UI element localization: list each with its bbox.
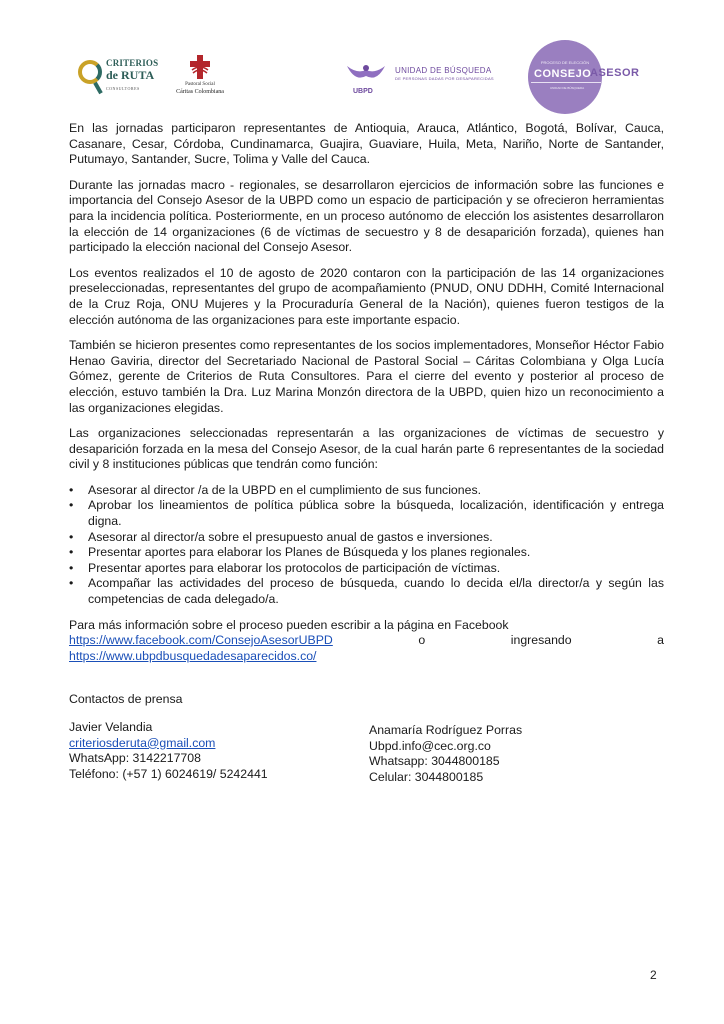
contact-left-name: Javier Velandia [69, 720, 153, 734]
caritas-cross-icon [188, 54, 212, 80]
more-info-connector-a: a [657, 633, 664, 648]
page-header [0, 40, 724, 110]
list-item [69, 530, 664, 546]
list-item-text: Asesorar al director/a sobre el presupuesto anual de gastos e inversiones. [88, 529, 493, 544]
contact-left-phone: Teléfono: (+57 1) 6024619/ 5242441 [69, 766, 268, 781]
list-item-text: Acompañar las actividades del proceso de búsqueda, cuando lo decida el/la director/a y según las competencias de cada delegado/a. [88, 576, 664, 607]
criterios-logo-line3: CONSULTORES [106, 86, 140, 91]
more-info-intro: Para más información sobre el proceso pueden escribir a la página en Facebook [69, 617, 509, 632]
list-item [69, 483, 664, 499]
contact-left [69, 720, 359, 782]
ubpd-hands-icon [345, 62, 387, 88]
list-item-text: Asesorar al director /a de la UBPD en el cumplimiento de sus funciones. [88, 482, 482, 497]
contact-right-phone: Celular: 3044800185 [369, 769, 484, 784]
consejo-logo-word: CONSEJO [534, 68, 592, 80]
functions-list [69, 483, 664, 608]
bullet-icon: • [69, 498, 74, 513]
caritas-logo-line1: Pastoral Social [185, 82, 215, 87]
ubpd-logo-acronym: UBPD [353, 88, 373, 95]
bullet-icon: • [69, 482, 74, 497]
caritas-colombiana-logo [170, 54, 230, 104]
list-item-text: Presentar aportes para elaborar los protocolos de participación de víctimas. [88, 560, 501, 575]
criterios-ring-tail-icon [93, 82, 102, 94]
website-link-row [69, 649, 664, 665]
contact-right [369, 723, 664, 785]
facebook-link[interactable]: https://www.facebook.com/ConsejoAsesorUBPD [69, 633, 333, 648]
ubpd-logo-subtitle: DE PERSONAS DADAS POR DESAPARECIDAS [395, 76, 494, 81]
list-item [69, 498, 664, 529]
paragraph-selected-organizations: Las organizaciones seleccionadas representarán a las organizaciones de víctimas de secuestro y desaparición forzada en la mesa del Consejo Asesor, de la cual harán parte 6 representantes de la sociedad civil y 8 instituciones públicas que tendrán como función: [69, 426, 664, 472]
contact-right-email: Ubpd.info@cec.org.co [369, 738, 491, 753]
contact-left-email-link[interactable]: criteriosderuta@gmail.com [69, 735, 216, 750]
consejo-logo-bottom-text: UNIDAD DE BÚSQUEDA [550, 86, 585, 90]
press-contacts-title: Contactos de prensa [69, 692, 183, 707]
bullet-icon: • [69, 545, 74, 560]
paragraph-events: Los eventos realizados el 10 de agosto de 2020 contaron con la participación de las 14 organizaciones preseleccionadas, representantes del grupo de acompañamiento (PNUD, ONU DDHH, Comité Internacional de la Cruz Roja, ONU Mujeres y la Procuraduría General de la Nación), quienes fueron testigos de la elección autónoma de las organizaciones para este importante espacio. [69, 265, 664, 327]
list-item [69, 561, 664, 577]
press-contacts [69, 720, 664, 790]
more-info-links-row [69, 633, 664, 649]
consejo-logo-top-text: PROCESO DE ELECCIÓN [540, 60, 590, 65]
criterios-logo-line1: CRITERIOS [106, 58, 159, 68]
asesor-logo-word: ASESOR [590, 67, 640, 79]
list-item-text: Presentar aportes para elaborar los Planes de Búsqueda y los planes regionales. [88, 545, 531, 560]
contact-right-name: Anamaría Rodríguez Porras [369, 723, 523, 737]
document-body [69, 121, 664, 790]
contact-right-whatsapp: Whatsapp: 3044800185 [369, 754, 500, 769]
more-info-connector-o: o [418, 633, 426, 648]
bullet-icon: • [69, 576, 74, 591]
paragraph-macro-regional: Durante las jornadas macro - regionales, se desarrollaron ejercicios de información sobre las funciones e importancia del Consejo Asesor de la UBPD como un espacio de participación y se ofrecieron herramientas para la incidencia política. Posteriormente, en un proceso autónomo de elección los asistentes desarrollaron la elección de 14 organizaciones (6 de víctimas de secuestro y 8 de desaparición forzada), quienes han participado la elección nacional del Consejo Asesor. [69, 177, 664, 255]
criterios-logo-line2: de RUTA [106, 68, 155, 82]
consejo-logo-divider [531, 82, 601, 83]
caritas-logo-line2: Cáritas Colombiana [176, 89, 224, 95]
bullet-icon: • [69, 560, 74, 575]
ubpd-logo [345, 62, 520, 102]
more-info-paragraph [69, 618, 664, 634]
paragraph-regions: En las jornadas participaron representantes de Antioquia, Arauca, Atlántico, Bogotá, Bolívar, Cauca, Casanare, Cesar, Córdoba, Cundinamarca, Guajira, Guaviare, Huila, Meta, Nariño, Norte de Santander, Putumayo, Santander, Sucre, Tolima y Valle del Cauca. [69, 121, 664, 167]
list-item-text: Aprobar los lineamientos de política pública sobre la búsqueda, localización, identificación y entrega digna. [88, 498, 664, 529]
ubpd-logo-title: UNIDAD DE BÚSQUEDA [395, 66, 492, 75]
paragraph-attendees: También se hicieron presentes como representantes de los socios implementadores, Monseñor Héctor Fabio Henao Gaviria, director del Secretariado Nacional de Pastoral Social – Cáritas Colombiana y Olga Lucía Gómez, gerente de Criterios de Ruta Consultores. Para el cierre del evento y posterior al proceso de elección, estuvo también la Dra. Luz Marina Monzón directora de la UBPD, quien hizo un reconocimiento a las organizaciones elegidas. [69, 338, 664, 415]
list-item [69, 576, 664, 607]
list-item [69, 545, 664, 561]
criterios-de-ruta-logo [78, 58, 159, 102]
page-number: 2 [650, 968, 657, 982]
website-link[interactable]: https://www.ubpdbusquedadesaparecidos.co/ [69, 648, 317, 663]
contact-left-whatsapp: WhatsApp: 3142217708 [69, 751, 201, 766]
bullet-icon: • [69, 529, 74, 544]
criterios-ring-icon [78, 60, 102, 84]
more-info-connector-ingresando: ingresando [510, 633, 572, 648]
